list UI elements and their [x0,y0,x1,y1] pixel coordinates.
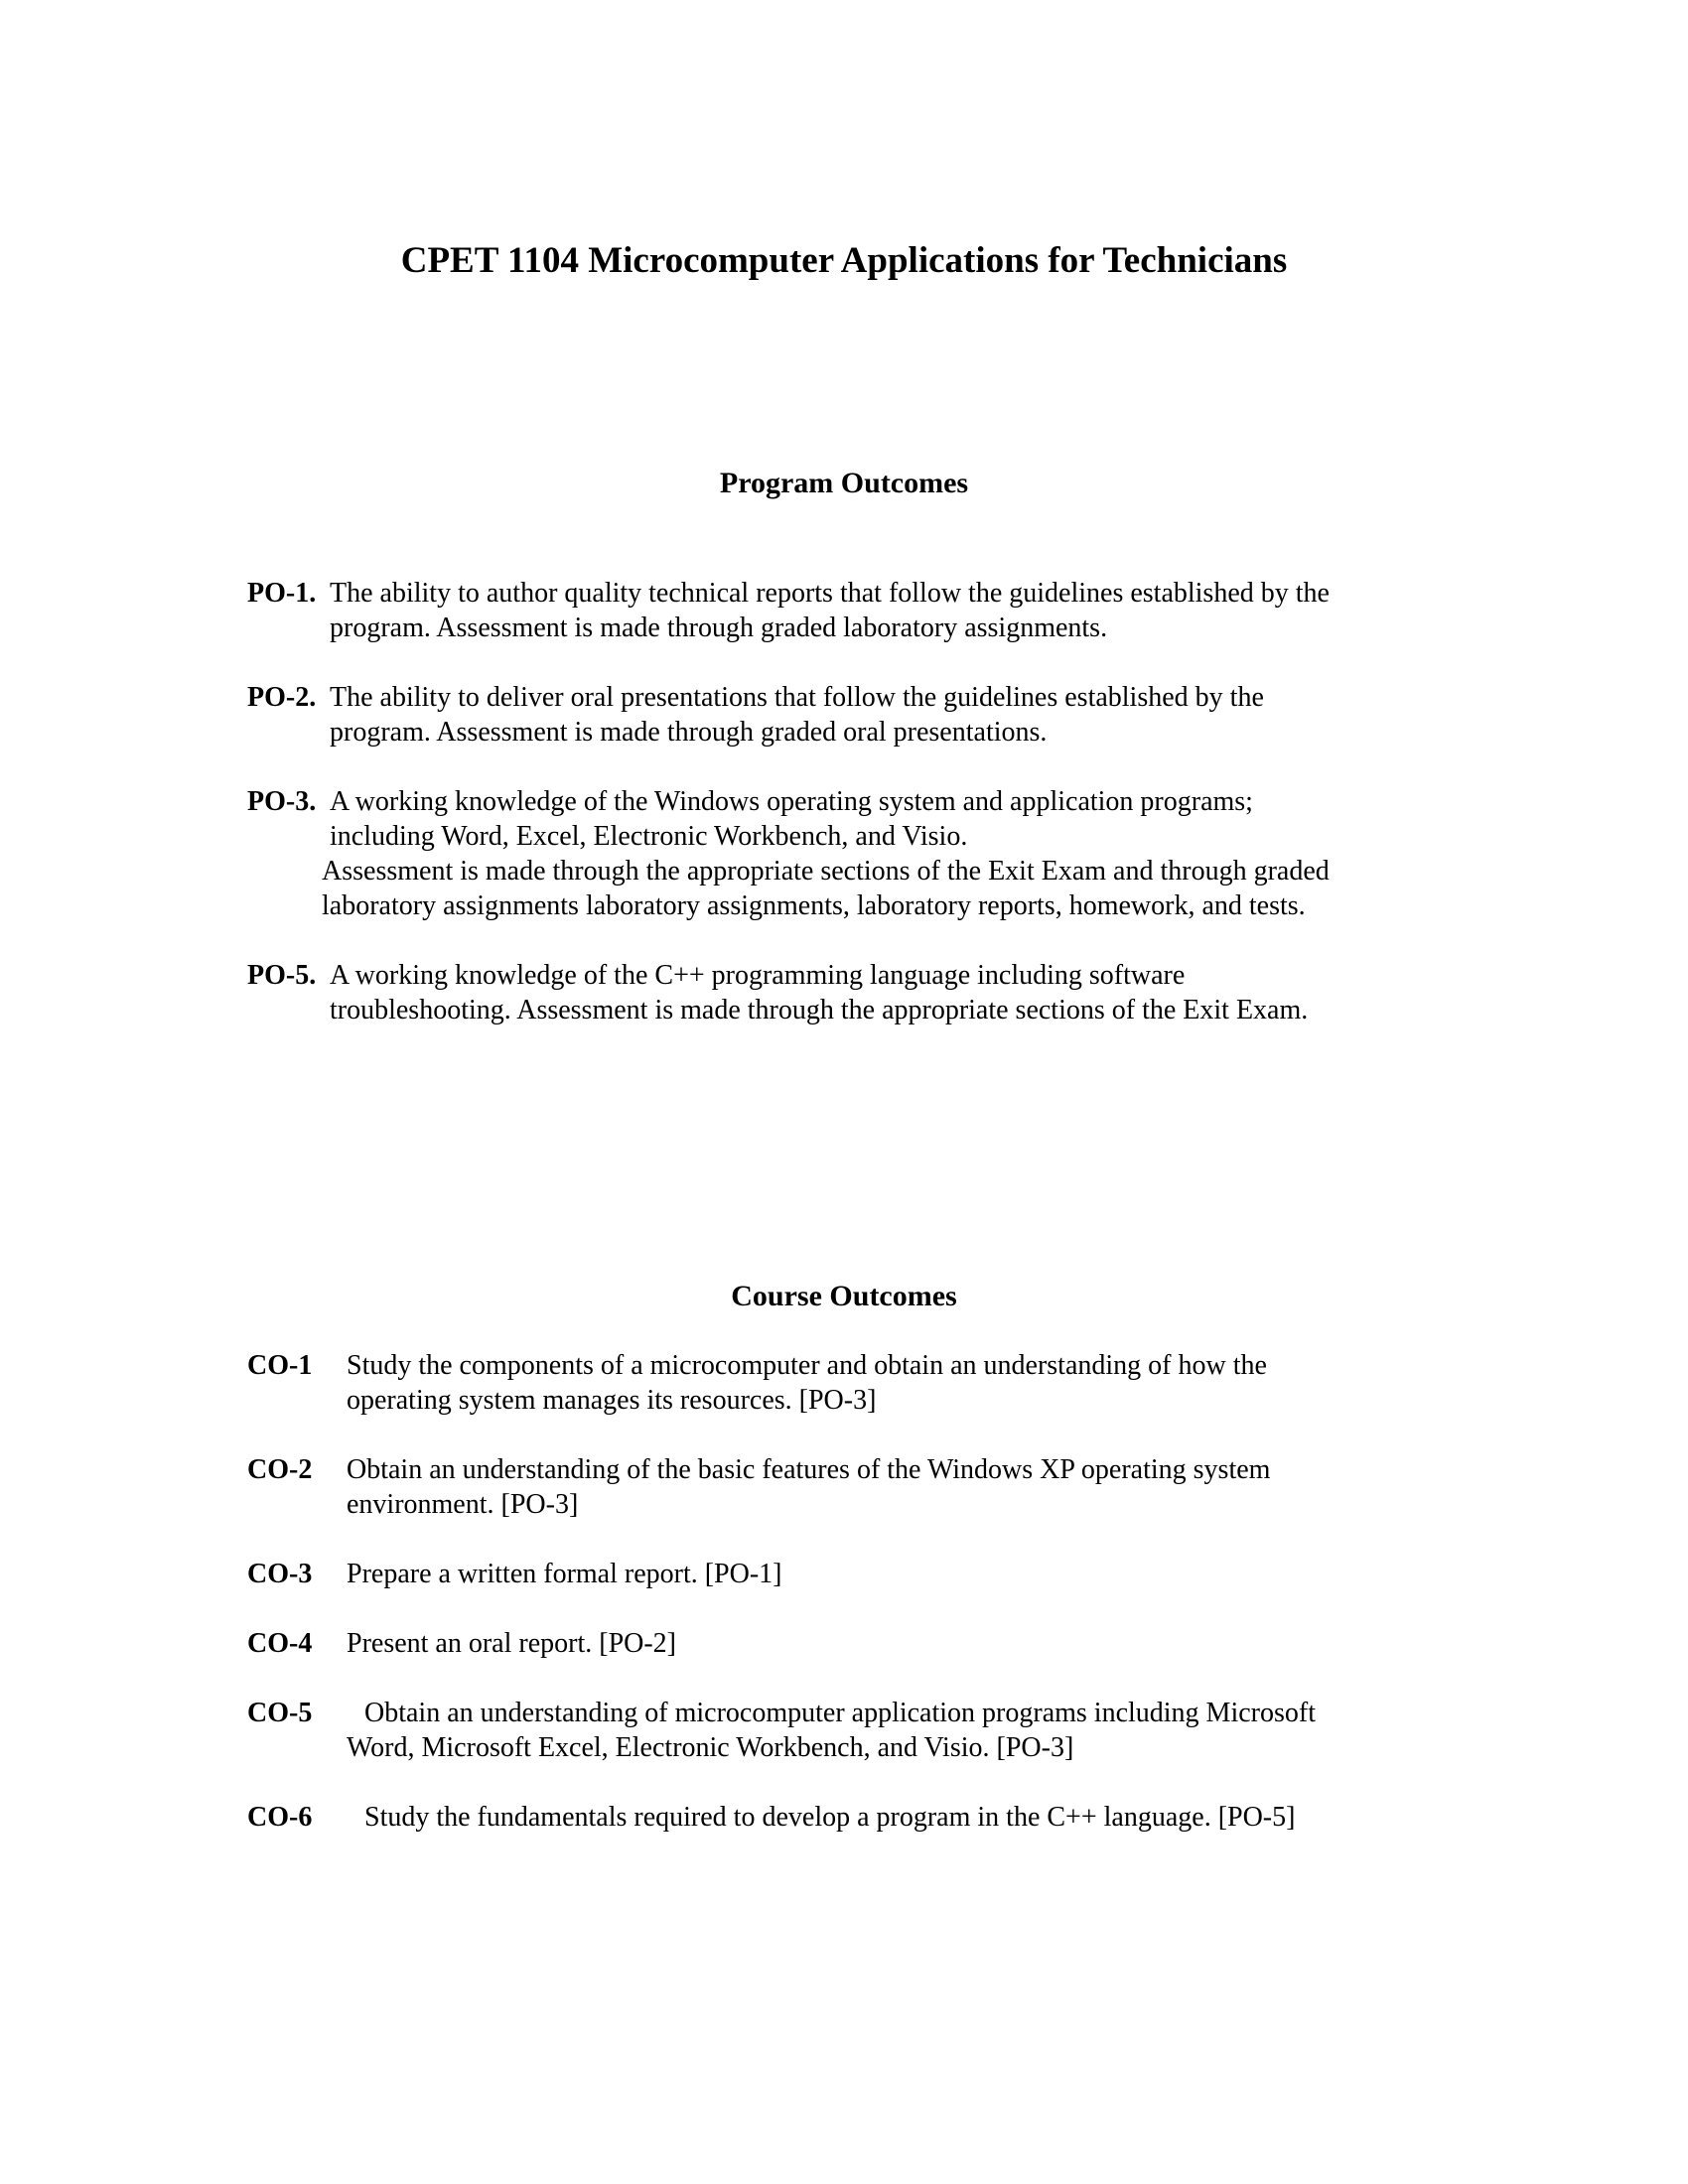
outcome-line: The ability to deliver oral presentations that follow the guidelines established by the [330,682,1264,713]
outcome-label: CO-1 [247,1350,313,1381]
outcome-label: CO-2 [247,1454,313,1485]
outcome-text [347,1348,1267,1418]
outcome-text [347,1626,676,1661]
outcome-text [347,1452,1270,1522]
outcome-line: Assessment is made through the appropriate sections of the Exit Exam and through graded [322,856,1330,887]
outcome-text [330,680,1264,750]
outcome-text [322,784,1330,923]
outcome-line: troubleshooting. Assessment is made through the appropriate sections of the Exit Exam. [330,995,1309,1025]
outcome-line: program. Assessment is made through graded laboratory assignments. [330,613,1108,643]
outcome-text [347,1557,782,1591]
outcome-line: A working knowledge of the C++ programming language including software [330,960,1186,991]
outcome-text [364,1800,1295,1835]
outcome-label: CO-4 [247,1628,313,1659]
course-outcomes-heading: Course Outcomes [731,1280,957,1312]
outcome-line: Word, Microsoft Excel, Electronic Workbench, and Visio. [PO-3] [347,1732,1074,1763]
outcome-line: The ability to author quality technical reports that follow the guidelines established by the [330,578,1330,609]
outcome-label: CO-5 [247,1698,313,1728]
outcome-line: environment. [PO-3] [347,1489,579,1520]
outcome-label: PO-3. [247,786,317,817]
outcome-line: Present an oral report. [PO-2] [347,1628,677,1659]
outcome-text [347,1696,1316,1765]
outcome-line: including Word, Excel, Electronic Workbench, and Visio. [330,821,968,852]
outcome-line: Prepare a written formal report. [PO-1] [347,1559,782,1589]
outcome-line: Study the fundamentals required to develop a program in the C++ language. [PO-5] [364,1802,1296,1833]
program-outcomes-heading: Program Outcomes [719,467,969,499]
outcome-label: PO-2. [247,682,317,713]
outcome-text [330,576,1330,645]
outcome-label: CO-6 [247,1802,313,1833]
outcome-line: Study the components of a microcomputer and obtain an understanding of how the [347,1350,1267,1381]
outcome-line: operating system manages its resources. [PO-3] [347,1385,877,1416]
outcome-line: program. Assessment is made through graded oral presentations. [330,717,1048,748]
outcome-label: CO-3 [247,1559,313,1589]
outcome-label: PO-5. [247,960,317,991]
outcome-line: A working knowledge of the Windows operating system and application programs; [330,786,1253,817]
outcome-line: laboratory assignments laboratory assignments, laboratory reports, homework, and tests. [322,890,1306,921]
outcome-line: Obtain an understanding of microcomputer application programs including Microsoft [364,1698,1316,1728]
outcome-line: Obtain an understanding of the basic features of the Windows XP operating system [347,1454,1271,1485]
document-title: CPET 1104 Microcomputer Applications for Technicians [400,240,1288,281]
outcome-text [330,958,1308,1027]
outcome-label: PO-1. [247,578,317,609]
